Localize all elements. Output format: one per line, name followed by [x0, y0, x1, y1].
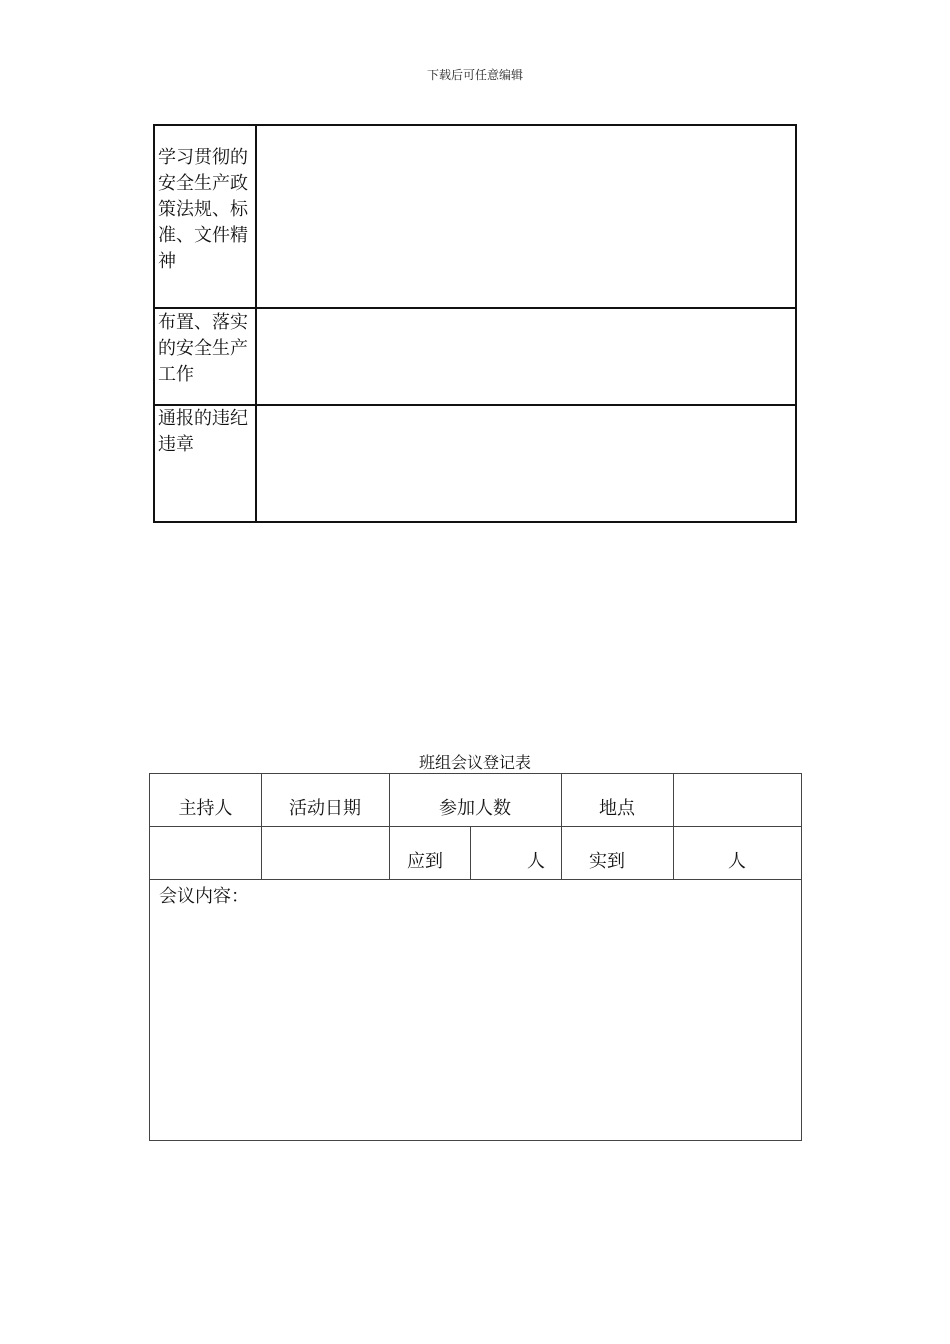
row-label: 通报的违纪违章	[155, 406, 257, 521]
header-attendees: 参加人数	[439, 798, 511, 819]
row-label: 学习贯彻的安全生产政策法规、标准、文件精神	[155, 126, 257, 307]
row-content-cell[interactable]	[257, 126, 795, 307]
actual-unit: 人	[728, 851, 746, 872]
table-row	[155, 126, 795, 307]
safety-table	[153, 124, 797, 523]
meeting-content-label: 会议内容：	[159, 886, 249, 907]
host-value-cell[interactable]	[150, 826, 261, 879]
table-row	[155, 404, 795, 521]
header-note: 下载后可任意编辑	[426, 68, 523, 82]
meeting-register-table	[149, 773, 802, 1141]
expected-label: 应到	[407, 851, 443, 872]
meeting-form-title: 班组会议登记表	[418, 753, 531, 772]
expected-unit: 人	[527, 851, 545, 872]
header-location: 地点	[599, 798, 635, 819]
table-row	[155, 307, 795, 404]
header-host: 主持人	[178, 798, 233, 819]
row-label: 布置、落实的安全生产工作	[155, 309, 257, 404]
row-content-cell[interactable]	[257, 309, 795, 404]
meeting-content-area[interactable]	[150, 904, 801, 1140]
actual-label: 实到	[589, 851, 625, 872]
date-value-cell[interactable]	[261, 826, 389, 879]
header-date: 活动日期	[289, 798, 361, 819]
location-value-cell[interactable]	[673, 774, 801, 826]
row-content-cell[interactable]	[257, 406, 795, 521]
row-divider	[150, 879, 801, 880]
